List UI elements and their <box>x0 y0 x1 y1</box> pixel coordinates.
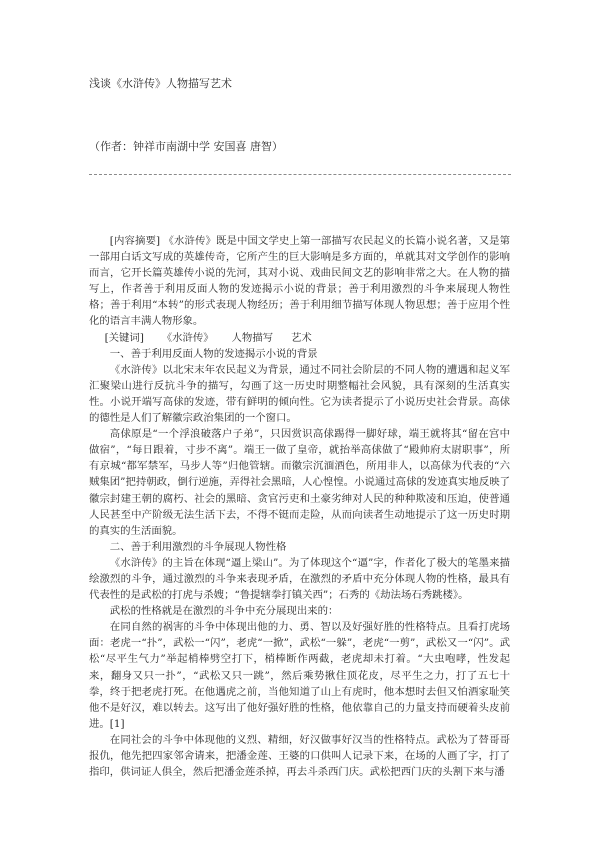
section-heading: 一、善于利用反面人物的发迹揭示小说的背景 <box>109 347 318 360</box>
abstract-paragraph: [内容摘要] 《水浒传》既是中国文学史上第一部描写农民起义的长篇小说名著，又是第一部用白话文写成的英雄传奇，它所产生的巨大影响是多方面的，单就其对文学创作的影响而言，它开长篇英雄传小说的先河，其对小说、戏曲民间文艺的影响非常之大。在人物的描写上，作者善于利用反面人物的发迹揭示小说的背景；善于利用激烈的斗争来展现人物性格；善于利用“本转”的形式表现人物经历；善于利用细节描写体现人物思想；善于应用个性化的语言丰满人物形象。 <box>89 235 510 328</box>
body-paragraph: 《水浒传》的主旨在体现“逼上梁山”。为了体现这个“逼”字，作者化了极大的笔墨来描绘激烈的斗争，通过激烈的斗争来表现矛盾，在激烈的矛盾中充分体现人物的性格，最具有代表性的是武松的打虎与杀嫂；“鲁提辖拳打镇关西”；石秀的《劫法场石秀跳楼》。 <box>89 556 510 602</box>
body-paragraph: 《水浒传》以北宋末年农民起义为背景，通过不同社会阶层的不同人物的遭遇和起义军汇聚梁山进行反抗斗争的描写，勾画了这一历史时期整幅社会风貌，具有深刻的生活真实性。小说开端写高俅的发迹，带有鲜明的倾向性。它为读者提示了小说历史社会背景。高俅的德性是人们了解徽宗政治集团的一个窗口。 <box>89 363 510 425</box>
keyword-item: 人物描写 <box>231 331 274 344</box>
article-body <box>89 233 510 780</box>
author-line: （作者：钟祥市南湖中学 安国喜 唐智） <box>89 140 283 153</box>
body-paragraph: 在同社会的斗争中体现他的义烈、精细，好汉做事好汉当的性格特点。武松为了替哥哥报仇，他先把四家邻舍请来，把潘金莲、王婆的口供叫人记录下来，在场的人画了字，打了指印，供词证人俱全，然后把潘金莲杀掉，再去斗杀西门庆。武松把西门庆的头割下来与潘 <box>89 733 510 779</box>
body-paragraph: 在同自然的祸害的斗争中体现出他的力、勇、智以及好强好胜的性格特点。且看打虎场面：老虎一“扑”，武松一“闪”，老虎“一掀”，武松“一躲”，老虎“一剪”，武松又一“闪”。武松“尽平生气力”举起梢棒劈空打下，梢棒断作两截，老虎却未打着。“大虫咆哮，性发起来，翻身又只一扑”，“武松又只一跳”，然后乘势揪住顶花皮，尽平生之力，打了五七十拳，终于把老虎打死。在他遇虎之前，当他知道了山上有虎时，他本想时去但又怕酒家耻笑他不是好汉，难以转去。这写出了他好强好胜的性格，他依靠自己的力量支持而硬着头皮前进。[1] <box>89 621 510 730</box>
keyword-item: 《水浒传》 <box>161 331 214 344</box>
section-heading: 二、善于利用激烈的斗争展现人物性格 <box>109 540 287 553</box>
body-paragraph: 高俅原是“一个浮浪破落户子弟”，只因赏识高俅踢得一脚好球，端王就将其“留在宫中做宿”，“每日跟着，寸步不离”。端王一做了皇帝，就抬举高俅做了“殿帅府太尉职事”，所有京城“都军禁军，马步人等”归他管辖。而徽宗沉湎酒色，所用非人，以高俅为代表的“六贼集团”把持朝政，倒行逆施，弄得社会黑暗，人心惶惶。小说通过高俅的发迹真实地反映了徽宗封建王朝的腐朽、社会的黑暗、贪官污吏和土豪劣绅对人民的种种欺凌和压迫，使普通人民甚至中产阶级无法生活下去，不得不铤而走险，从而向读者生动地提示了这一历史时期的真实的生活面貌。 <box>89 428 510 537</box>
dashed-divider <box>89 174 511 175</box>
body-paragraph: 武松的性格就是在激烈的斗争中充分展现出来的： <box>109 605 339 618</box>
article-title: 浅谈《水浒传》人物描写艺术 <box>89 77 232 90</box>
keywords-line <box>89 330 510 346</box>
keyword-item: 艺术 <box>290 331 312 344</box>
keywords-label: [关键词] <box>104 331 144 344</box>
